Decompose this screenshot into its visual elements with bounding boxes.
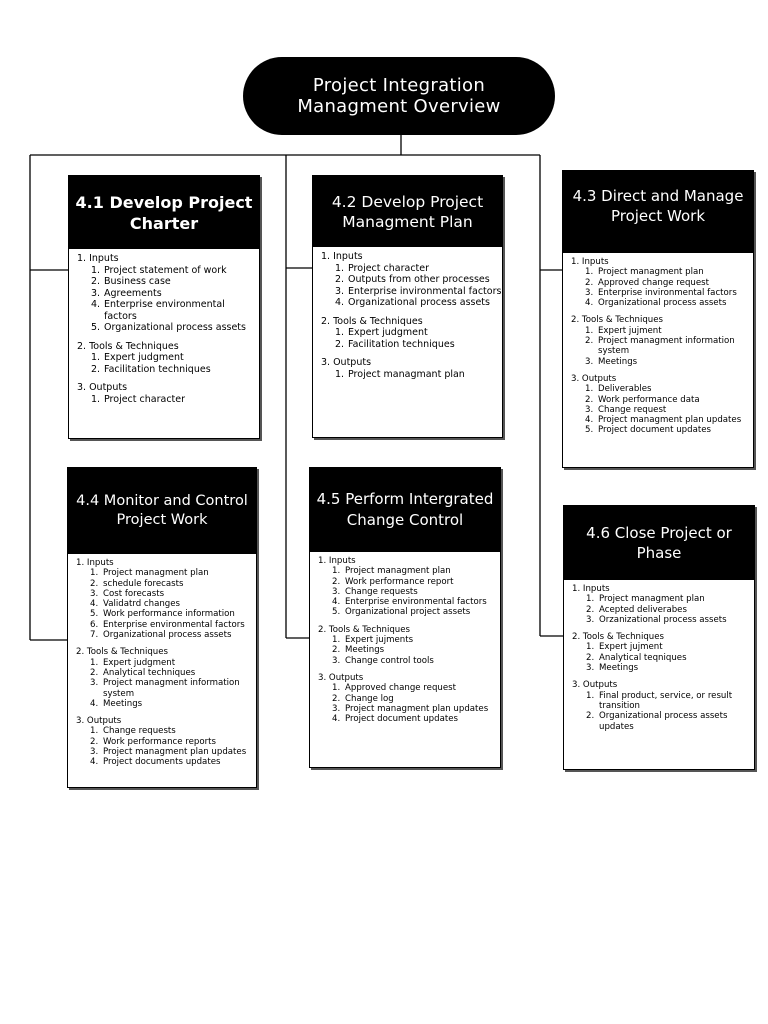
section-title: 1. Inputs bbox=[571, 257, 609, 267]
item-number: 2. bbox=[90, 667, 99, 678]
list-item bbox=[572, 711, 754, 732]
item-text: Organizational process assets updates bbox=[599, 711, 728, 732]
item-number: 4. bbox=[90, 698, 99, 709]
item-text: Project managment plan bbox=[103, 568, 209, 579]
item-number: 3. bbox=[332, 655, 341, 666]
item-number: 2. bbox=[91, 276, 101, 287]
item-number: 3. bbox=[90, 678, 99, 689]
list-item bbox=[571, 405, 753, 415]
section-title: 3. Outputs bbox=[77, 382, 128, 393]
list-item bbox=[76, 568, 256, 578]
list-item bbox=[321, 297, 502, 309]
process-section bbox=[321, 316, 502, 351]
process-section bbox=[572, 632, 754, 673]
list-item bbox=[571, 415, 753, 425]
section-title: 1. Inputs bbox=[318, 556, 356, 566]
item-text: Deliverables bbox=[598, 384, 652, 395]
item-text: Project documents updates bbox=[103, 757, 221, 768]
list-item bbox=[318, 645, 500, 655]
title-line-1: Project Integration bbox=[312, 75, 486, 96]
item-text: Meetings bbox=[598, 356, 638, 367]
list-item bbox=[318, 607, 500, 617]
item-number: 2. bbox=[335, 274, 345, 285]
item-number: 1. bbox=[585, 267, 594, 278]
section-title: 3. Outputs bbox=[76, 716, 122, 727]
item-text: Expert judgment bbox=[103, 657, 176, 668]
list-item bbox=[572, 594, 754, 604]
item-text: Change requests bbox=[103, 726, 176, 737]
item-number: 4. bbox=[332, 597, 341, 608]
item-number: 5. bbox=[91, 322, 101, 333]
item-number: 2. bbox=[585, 336, 594, 347]
item-text: Work performance information bbox=[103, 609, 235, 620]
item-number: 4. bbox=[585, 415, 594, 426]
list-item bbox=[76, 620, 256, 630]
item-number: 1. bbox=[586, 690, 595, 701]
list-item bbox=[572, 605, 754, 615]
item-text: Facilitation techniques bbox=[348, 338, 455, 350]
process-heading: 4.6 Close Project or Phase bbox=[564, 506, 754, 580]
item-text: Project managment plan updates bbox=[345, 703, 489, 714]
item-text: Project managment plan bbox=[598, 267, 704, 278]
title-line-2: Managment Overview bbox=[297, 96, 501, 117]
process-details bbox=[310, 552, 500, 724]
diagram-title bbox=[243, 57, 555, 135]
list-item bbox=[572, 663, 754, 673]
item-number: 1. bbox=[91, 264, 101, 276]
item-number: 3. bbox=[332, 703, 341, 714]
process-section bbox=[318, 556, 500, 618]
item-text: Work performance reports bbox=[103, 736, 216, 747]
list-item bbox=[76, 589, 256, 599]
item-text: Project managment plan updates bbox=[598, 415, 742, 426]
item-text: Work performance report bbox=[345, 576, 454, 587]
list-item bbox=[76, 699, 256, 709]
section-title: 2. Tools & Techniques bbox=[321, 315, 423, 327]
item-text: Project managmant plan bbox=[348, 368, 465, 380]
item-text: Expert judgment bbox=[348, 327, 428, 338]
list-item bbox=[76, 609, 256, 619]
section-title: 1. Inputs bbox=[77, 253, 119, 264]
item-number: 4. bbox=[91, 299, 101, 310]
item-number: 7. bbox=[90, 630, 99, 641]
item-number: 1. bbox=[332, 566, 341, 577]
item-text: Project character bbox=[348, 262, 430, 274]
item-number: 3. bbox=[90, 588, 99, 599]
list-item bbox=[318, 704, 500, 714]
section-title: 1. Inputs bbox=[572, 584, 610, 594]
list-item bbox=[318, 597, 500, 607]
list-item bbox=[571, 357, 753, 367]
item-number: 4. bbox=[585, 298, 594, 309]
list-item bbox=[76, 726, 256, 736]
item-text: Meetings bbox=[345, 645, 385, 656]
process-section bbox=[318, 673, 500, 724]
item-text: Enterprise environmental factors bbox=[103, 619, 245, 630]
item-text: Enterprise environmental factors bbox=[104, 299, 225, 322]
item-text: Cost forecasts bbox=[103, 588, 165, 599]
item-number: 2. bbox=[585, 394, 594, 405]
item-number: 2. bbox=[90, 578, 99, 589]
list-item bbox=[321, 339, 502, 351]
process-section bbox=[572, 680, 754, 731]
process-details bbox=[564, 580, 754, 732]
process-box-4-5 bbox=[309, 467, 501, 768]
item-text: Validatrd changes bbox=[103, 599, 181, 610]
item-text: Change control tools bbox=[345, 655, 434, 666]
list-item bbox=[77, 299, 259, 322]
item-text: Project managment information system bbox=[103, 678, 240, 699]
item-number: 4. bbox=[90, 599, 99, 610]
item-number: 2. bbox=[90, 736, 99, 747]
item-text: Enterprise environmental factors bbox=[345, 597, 487, 608]
item-text: Business case bbox=[104, 276, 171, 287]
process-section bbox=[77, 382, 259, 405]
process-section bbox=[76, 558, 256, 640]
list-item bbox=[77, 364, 259, 376]
item-number: 3. bbox=[585, 356, 594, 367]
item-number: 1. bbox=[332, 635, 341, 646]
list-item bbox=[571, 395, 753, 405]
list-item bbox=[572, 653, 754, 663]
item-number: 5. bbox=[585, 425, 594, 436]
process-section bbox=[572, 584, 754, 625]
process-box-4-1 bbox=[68, 175, 260, 439]
item-text: Organizational process assets bbox=[103, 630, 232, 641]
list-item bbox=[76, 668, 256, 678]
item-text: Project document updates bbox=[345, 714, 458, 725]
item-number: 2. bbox=[586, 711, 595, 722]
list-item bbox=[318, 577, 500, 587]
process-box-4-3 bbox=[562, 170, 754, 468]
process-box-4-2 bbox=[312, 175, 503, 438]
item-number: 2. bbox=[332, 576, 341, 587]
item-text: Outputs from other processes bbox=[348, 274, 490, 285]
item-number: 5. bbox=[332, 607, 341, 618]
item-number: 2. bbox=[586, 604, 595, 615]
item-text: Final product, service, or result transition bbox=[599, 690, 733, 711]
item-number: 1. bbox=[335, 327, 345, 338]
item-number: 1. bbox=[91, 352, 101, 363]
process-box-4-6 bbox=[563, 505, 755, 770]
item-text: Meetings bbox=[599, 663, 639, 674]
list-item bbox=[571, 298, 753, 308]
section-title: 3. Outputs bbox=[321, 357, 372, 368]
process-details bbox=[68, 554, 256, 768]
item-number: 3. bbox=[585, 404, 594, 415]
item-text: Project managment plan bbox=[599, 594, 705, 605]
process-section bbox=[77, 341, 259, 376]
item-number: 4. bbox=[335, 297, 345, 308]
section-title: 2. Tools & Techniques bbox=[572, 632, 665, 643]
item-text: Organizational process assets bbox=[348, 297, 490, 308]
list-item bbox=[318, 694, 500, 704]
section-title: 1. Inputs bbox=[76, 558, 114, 568]
process-details bbox=[313, 247, 502, 380]
item-number: 2. bbox=[332, 693, 341, 704]
item-number: 1. bbox=[332, 683, 341, 694]
item-text: Project managment plan bbox=[345, 566, 451, 577]
item-text: Project character bbox=[104, 393, 186, 405]
list-item bbox=[76, 658, 256, 668]
item-text: Approved change request bbox=[598, 277, 709, 288]
item-text: Expert jujment bbox=[598, 325, 662, 336]
item-text: Analytical techniques bbox=[103, 667, 196, 678]
item-text: Organizational process assets bbox=[598, 298, 727, 309]
list-item bbox=[76, 757, 256, 767]
item-number: 1. bbox=[91, 393, 101, 405]
item-text: Facilitation techniques bbox=[104, 363, 211, 375]
list-item bbox=[318, 566, 500, 576]
item-number: 1. bbox=[335, 262, 345, 274]
item-text: Analytical teqniques bbox=[599, 652, 687, 663]
item-number: 1. bbox=[90, 726, 99, 737]
list-item bbox=[76, 737, 256, 747]
section-title: 1. Inputs bbox=[321, 251, 363, 262]
item-text: Enterprise invironmental factors bbox=[348, 285, 502, 297]
list-item bbox=[571, 384, 753, 394]
process-section bbox=[77, 253, 259, 334]
section-title: 2. Tools & Techniques bbox=[76, 647, 169, 658]
list-item bbox=[321, 327, 502, 339]
section-title: 3. Outputs bbox=[318, 672, 364, 683]
item-number: 1. bbox=[586, 594, 595, 605]
item-text: Meetings bbox=[103, 698, 143, 709]
item-text: Organizational project assets bbox=[345, 607, 471, 618]
item-number: 2. bbox=[91, 363, 101, 375]
item-number: 1. bbox=[586, 642, 595, 653]
list-item bbox=[571, 425, 753, 435]
item-number: 3. bbox=[586, 614, 595, 625]
item-number: 1. bbox=[90, 568, 99, 579]
list-item bbox=[572, 642, 754, 652]
process-section bbox=[318, 625, 500, 666]
list-item bbox=[77, 322, 259, 334]
section-title: 2. Tools & Techniques bbox=[318, 624, 411, 635]
item-text: Change request bbox=[598, 404, 667, 415]
item-number: 6. bbox=[90, 619, 99, 630]
item-number: 3. bbox=[90, 747, 99, 758]
list-item bbox=[321, 274, 502, 286]
list-item bbox=[76, 747, 256, 757]
section-title: 3. Outputs bbox=[572, 680, 618, 691]
item-text: Change log bbox=[345, 693, 394, 704]
item-number: 1. bbox=[585, 325, 594, 336]
list-item bbox=[318, 635, 500, 645]
item-text: Project document updates bbox=[598, 425, 711, 436]
list-item bbox=[571, 278, 753, 288]
process-section bbox=[571, 257, 753, 308]
item-number: 3. bbox=[332, 586, 341, 597]
process-section bbox=[321, 357, 502, 380]
list-item bbox=[77, 352, 259, 364]
list-item bbox=[572, 615, 754, 625]
item-number: 3. bbox=[586, 663, 595, 674]
item-text: Expert judgment bbox=[104, 352, 184, 363]
list-item bbox=[76, 579, 256, 589]
list-item bbox=[571, 336, 753, 357]
item-number: 3. bbox=[335, 285, 345, 297]
item-number: 2. bbox=[585, 277, 594, 288]
list-item bbox=[321, 369, 502, 381]
list-item bbox=[571, 288, 753, 298]
process-heading: 4.1 Develop Project Charter bbox=[69, 176, 259, 249]
item-text: Project managment information system bbox=[598, 336, 735, 357]
process-section bbox=[571, 315, 753, 366]
item-number: 4. bbox=[90, 757, 99, 768]
item-text: Expert jujment bbox=[599, 642, 663, 653]
list-item bbox=[318, 656, 500, 666]
list-item bbox=[77, 288, 259, 300]
item-number: 3. bbox=[585, 287, 594, 298]
item-text: Work performance data bbox=[598, 394, 700, 405]
list-item bbox=[571, 267, 753, 277]
list-item bbox=[321, 263, 502, 275]
item-text: Acepted deliverabes bbox=[599, 604, 687, 615]
item-number: 1. bbox=[585, 384, 594, 395]
section-title: 3. Outputs bbox=[571, 373, 617, 384]
process-heading: 4.3 Direct and Manage Project Work bbox=[563, 171, 753, 253]
process-heading: 4.4 Monitor and Control Project Work bbox=[68, 468, 256, 554]
item-text: Project statement of work bbox=[104, 264, 227, 276]
item-number: 4. bbox=[332, 714, 341, 725]
list-item bbox=[318, 683, 500, 693]
item-number: 3. bbox=[91, 287, 101, 299]
process-section bbox=[76, 647, 256, 709]
item-text: Approved change request bbox=[345, 683, 456, 694]
process-details bbox=[69, 249, 259, 405]
list-item bbox=[76, 599, 256, 609]
process-heading: 4.2 Develop Project Managment Plan bbox=[313, 176, 502, 247]
item-number: 2. bbox=[332, 645, 341, 656]
list-item bbox=[321, 286, 502, 298]
item-number: 2. bbox=[586, 652, 595, 663]
process-section bbox=[571, 374, 753, 436]
process-section bbox=[76, 716, 256, 767]
list-item bbox=[572, 691, 754, 712]
process-section bbox=[321, 251, 502, 309]
list-item bbox=[76, 678, 256, 699]
section-title: 2. Tools & Techniques bbox=[77, 340, 179, 352]
list-item bbox=[76, 630, 256, 640]
item-number: 2. bbox=[335, 338, 345, 350]
list-item bbox=[77, 394, 259, 406]
item-text: Organizational process assets bbox=[104, 322, 246, 333]
list-item bbox=[77, 276, 259, 288]
section-title: 2. Tools & Techniques bbox=[571, 315, 664, 326]
item-text: schedule forecasts bbox=[103, 578, 184, 589]
item-number: 1. bbox=[335, 368, 345, 380]
item-text: Project managment plan updates bbox=[103, 747, 247, 758]
item-text: Orzanizational process assets bbox=[599, 614, 727, 625]
list-item bbox=[318, 587, 500, 597]
item-text: Change requests bbox=[345, 586, 418, 597]
list-item bbox=[571, 326, 753, 336]
item-text: Expert jujments bbox=[345, 635, 414, 646]
process-heading: 4.5 Perform Intergrated Change Control bbox=[310, 468, 500, 552]
list-item bbox=[318, 714, 500, 724]
process-box-4-4 bbox=[67, 467, 257, 788]
item-text: Enterprise invironmental factors bbox=[598, 287, 737, 298]
process-details bbox=[563, 253, 753, 436]
item-number: 5. bbox=[90, 609, 99, 620]
item-number: 1. bbox=[90, 657, 99, 668]
item-text: Agreements bbox=[104, 287, 162, 299]
list-item bbox=[77, 265, 259, 277]
